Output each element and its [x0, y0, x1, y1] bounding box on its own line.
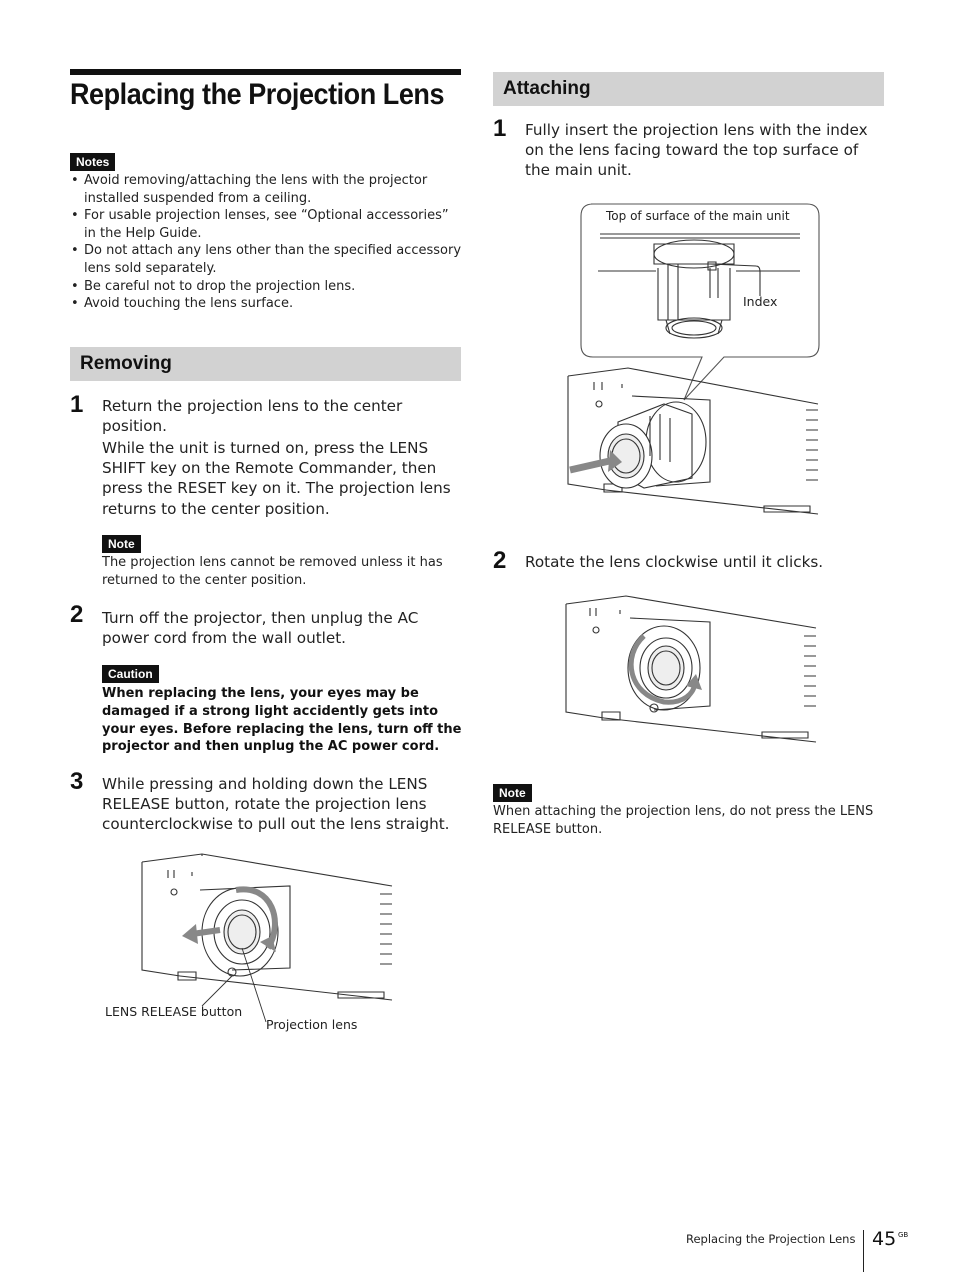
removing-step2-text: Turn off the projector, then unplug the AC power cord from the wall outlet. [102, 609, 419, 648]
note-tag [102, 533, 141, 553]
list-item: • Avoid touching the lens surface. [70, 295, 462, 313]
list-item: • Do not attach any lens other than the specified accessory lens sold separately. [70, 242, 462, 277]
caution-text: When replacing the lens, your eyes may be damaged if a strong light accidently gets into your eyes. Before replacing the lens, turn off the projector and then unplug the AC power cord. [102, 686, 462, 755]
removing-heading: Removing [70, 347, 461, 381]
removing-note-text: The projection lens cannot be removed unless it has returned to the center position. [102, 555, 443, 588]
projection-lens-label: Projection lens [266, 1017, 358, 1032]
removing-step1-detail: While the unit is turned on, press the LENS SHIFT key on the Remote Commander, then press the RESET key on it. The projection lens returns to the center position. [102, 439, 451, 518]
list-item: • For usable projection lenses, see “Optional accessories” in the Help Guide. [70, 207, 462, 242]
removing-step2-number: 2 [70, 601, 84, 628]
caution-tag-label: Caution [102, 665, 159, 683]
attaching-step2-number: 2 [493, 547, 507, 574]
footer-section-title: Replacing the Projection Lens [686, 1232, 856, 1246]
attaching-note-tag [493, 782, 532, 802]
note-tag-label: Note [102, 535, 141, 553]
region-code: GB [898, 1231, 909, 1239]
attaching-note-text: When attaching the projection lens, do not press the LENS RELEASE button. [493, 804, 874, 837]
removing-step3-number: 3 [70, 768, 84, 795]
attaching-heading: Attaching [493, 72, 884, 106]
list-item: • Be careful not to drop the projection lens. [70, 278, 462, 296]
page-number: 45 [872, 1228, 897, 1250]
rotate-illustration [564, 594, 818, 744]
lens-release-label: LENS RELEASE button [105, 1004, 243, 1019]
removing-step1-number: 1 [70, 391, 84, 418]
title-rule [70, 69, 461, 75]
footer-divider [863, 1230, 864, 1272]
caution-tag [102, 663, 159, 683]
notes-tag-label: Notes [70, 153, 115, 171]
attaching-step1-text: Fully insert the projection lens with the index on the lens facing toward the top surface of the main unit. [525, 121, 868, 180]
attaching-step1-number: 1 [493, 115, 507, 142]
attaching-step2-text: Rotate the lens clockwise until it clicks. [525, 553, 824, 571]
notes-list [70, 172, 462, 313]
list-item: • Avoid removing/attaching the lens with the projector installed suspended from a ceiling. [70, 172, 462, 207]
notes-tag [70, 151, 115, 171]
removing-illustration [140, 852, 394, 1004]
callout-index-label: Index [743, 294, 778, 309]
attaching-illustration [560, 204, 822, 520]
removing-step3-text: While pressing and holding down the LENS RELEASE button, rotate the projection lens counterclockwise to pull out the lens straight. [102, 775, 450, 834]
removing-step1-text: Return the projection lens to the center position. [102, 397, 403, 436]
callout-top-label: Top of surface of the main unit [606, 209, 790, 223]
attaching-note-tag-label: Note [493, 784, 532, 802]
page-title: Replacing the Projection Lens [70, 78, 445, 111]
